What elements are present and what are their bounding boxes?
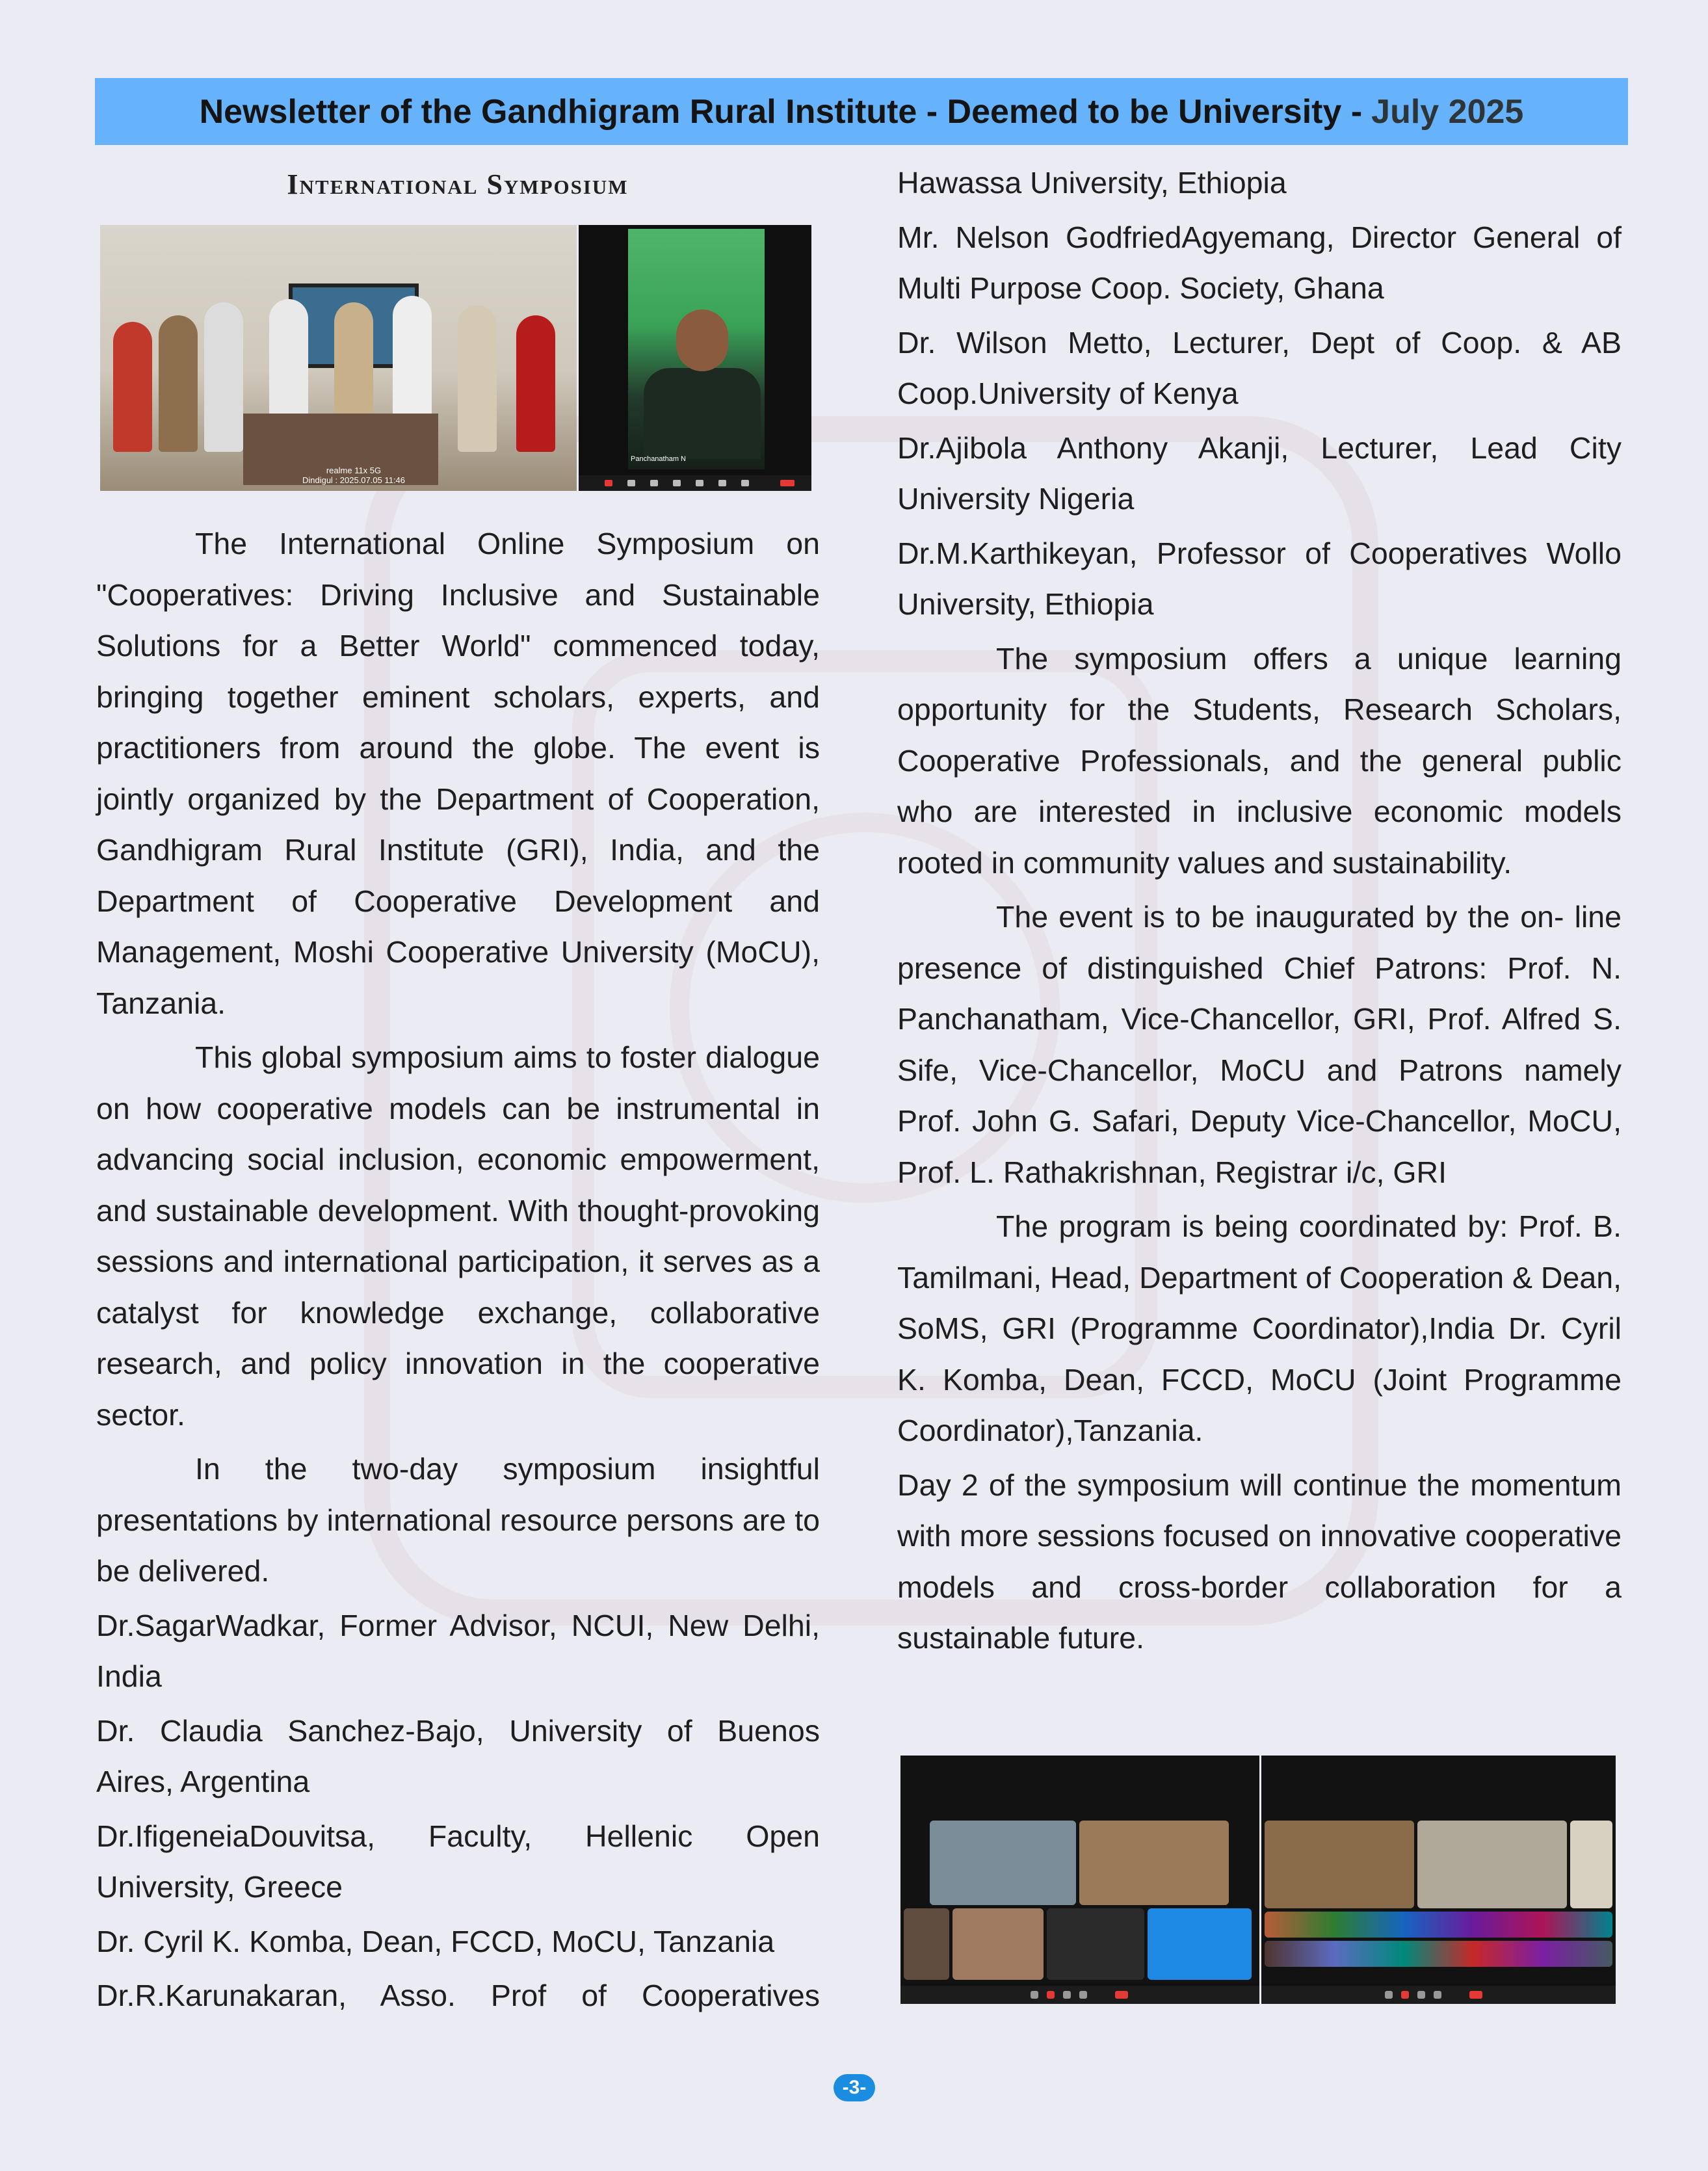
- meeting-controls: [579, 475, 811, 491]
- photo-caption: realme 11x 5G Dindigul : 2025.07.05 11:46: [302, 466, 406, 485]
- speaker-continuation: Hawassa University, Ethiopia: [897, 166, 1287, 200]
- leave-call-icon: [1115, 1991, 1128, 1999]
- share-icon: [1417, 1991, 1425, 1999]
- meeting-screenshot-2: [1261, 1756, 1616, 2004]
- mic-off-icon: [605, 480, 612, 486]
- leave-call-icon: [1469, 1991, 1482, 1999]
- paragraph-two-day: In the two-day symposium insightful presentations by international resource persons are to be delivered.: [96, 1452, 820, 1588]
- video-tile: [904, 1908, 949, 1980]
- paragraph-inaugurated: The event is to be inaugurated by the on- line presence of distinguished Chief Patrons: Prof. N. Panchanatham, Vice-Chancellor, GRI, Prof. Alfred S. Sife, Vice-Chancellor, MoCU and Patrons namely Prof. John G. Safari, Deputy Vice-Chancellor, MoCU, Prof. L. Rathakrishnan, Registrar i/c, GRI: [897, 900, 1622, 1189]
- paragraph-day2: Day 2 of the symposium will continue the momentum with more sessions focused on innovative cooperative models and cross-border collaboration for a sustainable future.: [897, 1467, 1622, 1655]
- right-column: [897, 157, 1622, 1664]
- mic-icon: [1031, 1991, 1038, 1999]
- participants-icon: [718, 480, 726, 486]
- camera-off-icon: [1047, 1991, 1055, 1999]
- person: [113, 322, 152, 452]
- person: [159, 315, 198, 452]
- video-tile: [953, 1908, 1044, 1980]
- more-icon: [741, 480, 749, 486]
- paragraph-offers: The symposium offers a unique learning opportunity for the Students, Research Scholars, Cooperative Professionals, and the general public who are interested in inclusive economic models rooted in community values and sustainability.: [897, 641, 1622, 880]
- newsletter-issue: July 2025: [1371, 92, 1524, 131]
- participant-tiles-row: [1265, 1941, 1612, 1967]
- person: [458, 306, 497, 452]
- video-tile: [1079, 1821, 1229, 1905]
- mic-icon: [1385, 1991, 1393, 1999]
- speaker-item: Dr.R.Karunakaran, Asso. Prof of Cooperatives: [96, 1979, 820, 2012]
- person: [204, 302, 243, 452]
- participant-tiles-row: [1265, 1912, 1612, 1938]
- video-tile: [1417, 1821, 1567, 1908]
- speaker-item: Mr. Nelson GodfriedAgyemang, Director General of Multi Purpose Coop. Society, Ghana: [897, 220, 1622, 305]
- speaker-item: Dr.SagarWadkar, Former Advisor, NCUI, New Delhi, India: [96, 1608, 820, 1693]
- paragraph-intro: The International Online Symposium on "Cooperatives: Driving Inclusive and Sustainable Solutions for a Better World" commenced today, bringing together eminent scholars, experts, and practitioners from around the globe. The event is jointly organized by the Department of Cooperation, Gandhigram Rural Institute (GRI), India, and the Department of Cooperative Development and Management, Moshi Cooperative University (MoCU), Tanzania.: [96, 527, 820, 1020]
- speaker-item: Dr. Claudia Sanchez-Bajo, University of Buenos Aires, Argentina: [96, 1713, 820, 1798]
- video-tile: [1265, 1821, 1414, 1908]
- participant-head: [676, 309, 728, 371]
- speaker-item: Dr. Cyril K. Komba, Dean, FCCD, MoCU, Tanzania: [96, 1924, 775, 1958]
- paragraph-coordinated: The program is being coordinated by: Prof. B. Tamilmani, Head, Department of Cooperation & Dean, SoMS, GRI (Programme Coordinator),India Dr. Cyril K. Komba, Dean, FCCD, MoCU (Joint Programme Coordinator),Tanzania.: [897, 1209, 1622, 1447]
- speaker-item: Dr.Ajibola Anthony Akanji, Lecturer, Lead City University Nigeria: [897, 430, 1622, 516]
- page-number: -3-: [834, 2074, 875, 2101]
- speaker-item: Dr. Wilson Metto, Lecturer, Dept of Coop. & AB Coop.University of Kenya: [897, 325, 1622, 410]
- share-icon: [1063, 1991, 1071, 1999]
- speaker-item: Dr.IfigeneiaDouvitsa, Faculty, Hellenic Open University, Greece: [96, 1819, 820, 1904]
- video-tile: [1047, 1908, 1144, 1980]
- newsletter-header: [95, 78, 1628, 145]
- person: [516, 315, 555, 452]
- video-tile: [1570, 1821, 1612, 1908]
- chat-icon: [673, 480, 681, 486]
- participant-name: Panchanatham N: [631, 455, 686, 463]
- chat-icon: [1079, 1991, 1087, 1999]
- camera-off-icon: [1401, 1991, 1409, 1999]
- speaker-item: Dr.M.Karthikeyan, Professor of Cooperatives Wollo University, Ethiopia: [897, 536, 1622, 621]
- left-column: [96, 518, 820, 2021]
- camera-icon: [627, 480, 635, 486]
- video-tile: [1148, 1908, 1252, 1980]
- newsletter-title: Newsletter of the Gandhigram Rural Institute - Deemed to be University -: [199, 92, 1363, 131]
- chat-icon: [1434, 1991, 1441, 1999]
- paragraph-aims: This global symposium aims to foster dialogue on how cooperative models can be instrumental in advancing social inclusion, economic empowerment, and sustainable development. With thought-provoking sessions and international participation, it serves as a catalyst for knowledge exchange, collaborative research, and policy innovation in the cooperative sector.: [96, 1040, 820, 1432]
- share-icon: [650, 480, 658, 486]
- event-photo-online: [579, 225, 811, 491]
- video-tile: [930, 1821, 1076, 1905]
- meeting-screenshot-1: [900, 1756, 1259, 2004]
- reaction-icon: [696, 480, 703, 486]
- event-photo-group: [100, 225, 577, 491]
- leave-call-icon: [780, 480, 795, 486]
- participant-body: [644, 368, 761, 459]
- section-title: International Symposium: [287, 168, 629, 200]
